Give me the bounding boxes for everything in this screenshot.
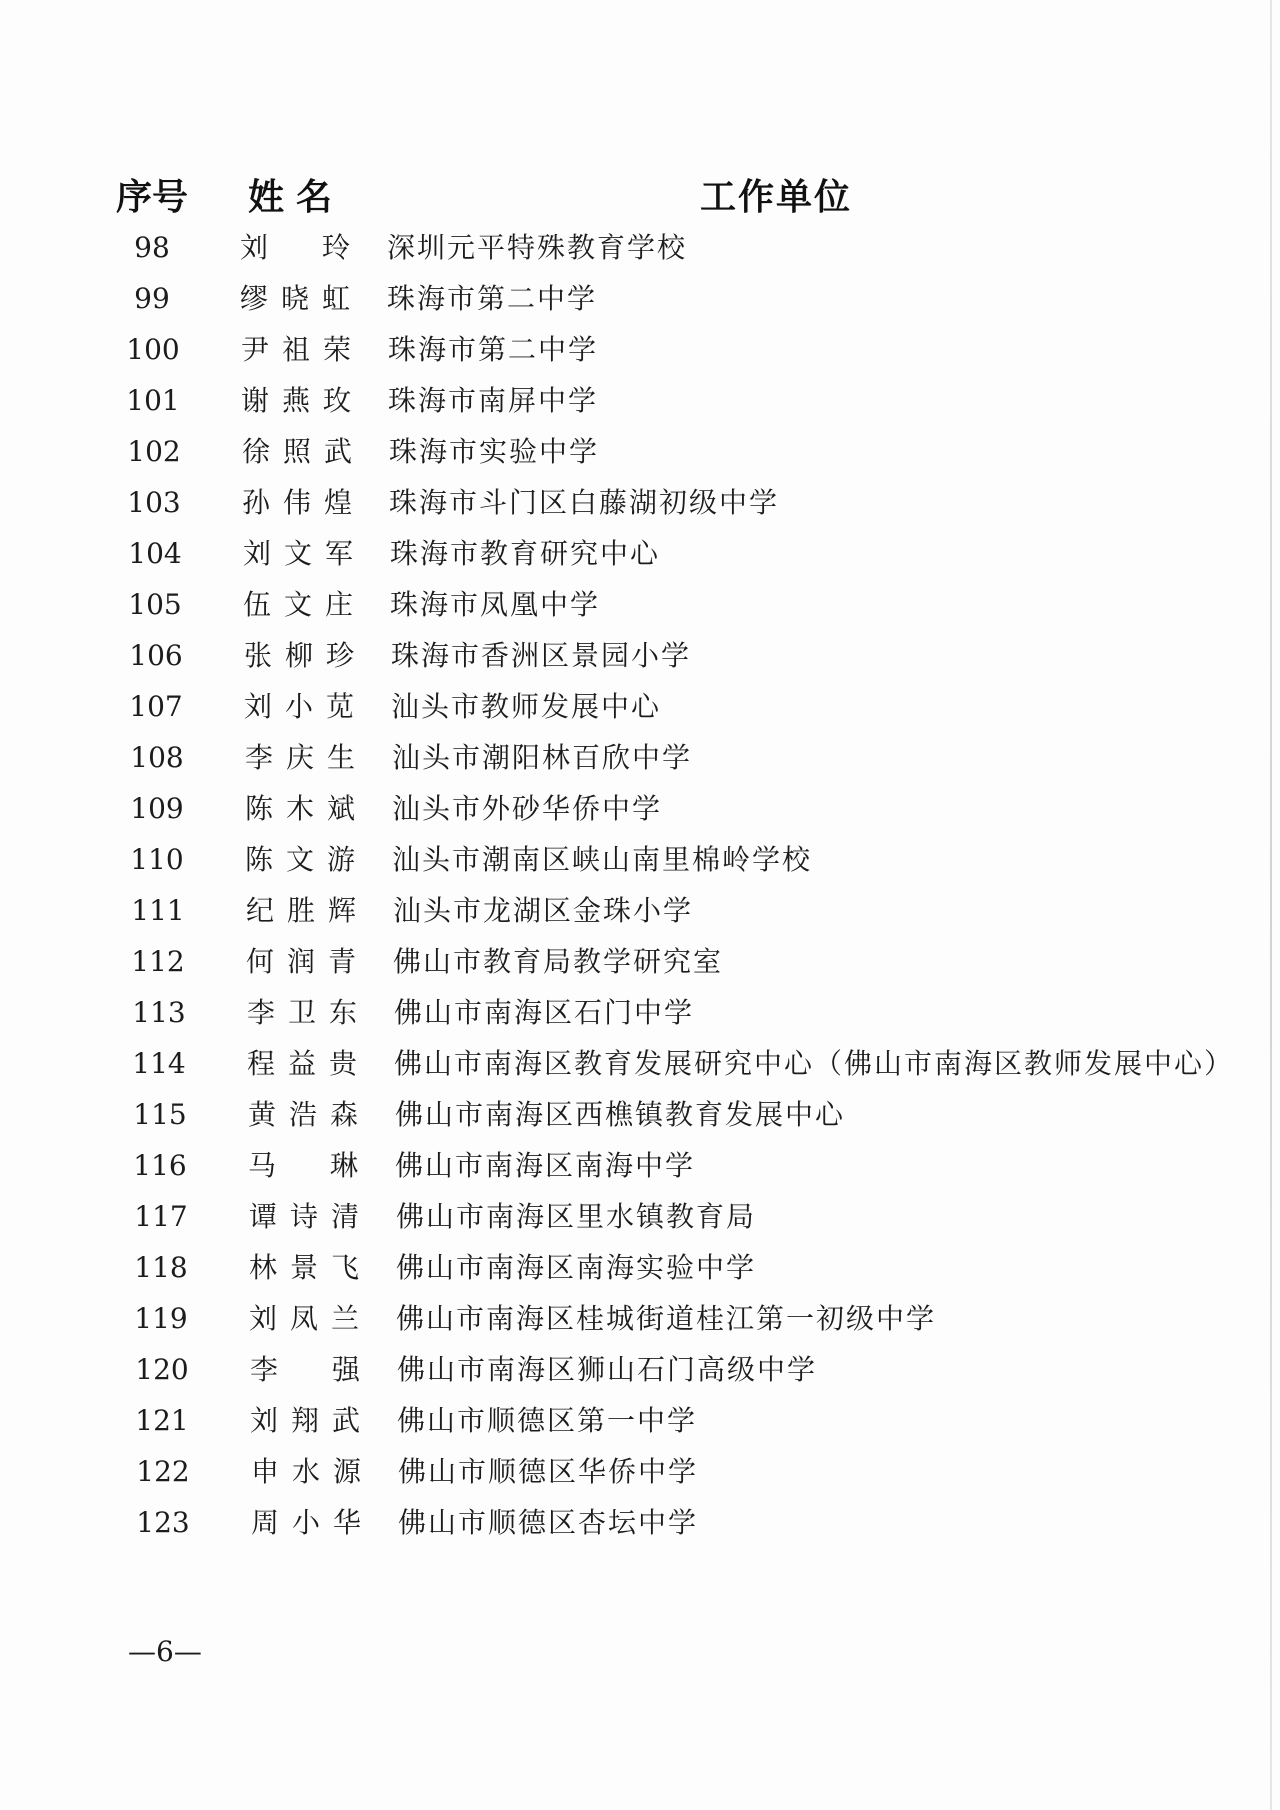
table-row — [0, 1140, 1280, 1191]
row-seq: 116 — [133, 1149, 187, 1182]
table-row — [0, 477, 1280, 528]
table-row — [0, 681, 1280, 732]
row-unit: 汕头市龙湖区金珠小学 — [393, 894, 694, 927]
row-unit: 佛山市南海区里水镇教育局 — [396, 1200, 757, 1233]
table-row — [0, 1497, 1280, 1548]
row-name: 陈木斌 — [245, 792, 355, 825]
row-seq: 121 — [135, 1404, 189, 1437]
row-name: 陈文游 — [245, 843, 355, 876]
row-unit: 佛山市南海区石门中学 — [394, 996, 695, 1029]
row-seq: 120 — [135, 1353, 189, 1386]
table-row — [0, 1191, 1280, 1242]
row-seq: 105 — [128, 588, 182, 621]
table-row — [0, 885, 1280, 936]
row-unit: 珠海市香洲区景园小学 — [391, 639, 692, 672]
table-row — [0, 834, 1280, 885]
table-header — [0, 170, 1280, 226]
row-seq: 109 — [130, 792, 184, 825]
table-row — [0, 732, 1280, 783]
row-unit: 佛山市南海区桂城街道桂江第一初级中学 — [396, 1302, 937, 1335]
row-unit: 珠海市南屏中学 — [388, 384, 599, 417]
row-name: 申水源 — [251, 1455, 361, 1488]
header-name: 姓名 — [248, 177, 345, 218]
row-seq: 117 — [134, 1200, 188, 1233]
row-seq: 110 — [130, 843, 184, 876]
row-unit: 佛山市顺德区华侨中学 — [398, 1455, 699, 1488]
header-seq: 序号 — [116, 177, 189, 218]
table-row — [0, 630, 1280, 681]
row-unit: 珠海市第二中学 — [387, 282, 598, 315]
table-row — [0, 936, 1280, 987]
table-row — [0, 426, 1280, 477]
row-unit: 珠海市斗门区白藤湖初级中学 — [389, 486, 780, 519]
row-name: 李庆生 — [245, 741, 355, 774]
table-row — [0, 783, 1280, 834]
row-name: 程益贵 — [247, 1047, 357, 1080]
row-seq: 104 — [128, 537, 182, 570]
row-unit: 珠海市第二中学 — [388, 333, 599, 366]
staff-list — [0, 222, 1280, 1548]
row-unit: 佛山市顺德区杏坛中学 — [398, 1506, 699, 1539]
table-row — [0, 1242, 1280, 1293]
row-name: 林景飞 — [249, 1251, 359, 1284]
row-unit: 汕头市潮南区峡山南里棉岭学校 — [392, 843, 813, 876]
row-unit: 佛山市南海区南海中学 — [395, 1149, 696, 1182]
row-seq: 118 — [134, 1251, 188, 1284]
row-seq: 106 — [129, 639, 183, 672]
row-unit: 佛山市顺德区第一中学 — [397, 1404, 698, 1437]
row-unit: 佛山市南海区教育发展研究中心（佛山市南海区教师发展中心） — [394, 1047, 1235, 1080]
row-name: 尹祖荣 — [241, 333, 351, 366]
row-seq: 112 — [131, 945, 185, 978]
table-row — [0, 222, 1280, 273]
row-seq: 111 — [131, 894, 185, 927]
row-name: 刘翔武 — [250, 1404, 360, 1437]
row-unit: 珠海市实验中学 — [389, 435, 600, 468]
table-row — [0, 375, 1280, 426]
row-name: 马琳 — [248, 1149, 358, 1182]
row-seq: 103 — [127, 486, 181, 519]
row-name: 刘玲 — [240, 231, 350, 264]
row-unit: 佛山市南海区狮山石门高级中学 — [397, 1353, 818, 1386]
row-name: 刘凤兰 — [249, 1302, 359, 1335]
row-name: 何润青 — [246, 945, 356, 978]
row-seq: 108 — [130, 741, 184, 774]
row-unit: 汕头市外砂华侨中学 — [392, 792, 663, 825]
row-unit: 深圳元平特殊教育学校 — [387, 231, 688, 264]
table-row — [0, 273, 1280, 324]
row-unit: 汕头市教师发展中心 — [391, 690, 662, 723]
row-name: 纪胜辉 — [246, 894, 356, 927]
row-unit: 珠海市凤凰中学 — [390, 588, 601, 621]
table-row — [0, 528, 1280, 579]
table-row — [0, 1395, 1280, 1446]
row-seq: 101 — [126, 384, 180, 417]
row-seq: 102 — [127, 435, 181, 468]
row-seq: 107 — [129, 690, 183, 723]
header-unit: 工作单位 — [700, 177, 853, 218]
table-row — [0, 1344, 1280, 1395]
row-name: 周小华 — [251, 1506, 361, 1539]
row-name: 缪晓虹 — [240, 282, 350, 315]
row-name: 刘文军 — [243, 537, 353, 570]
row-name: 黄浩森 — [248, 1098, 358, 1131]
table-row — [0, 1293, 1280, 1344]
row-seq: 119 — [134, 1302, 188, 1335]
row-seq: 115 — [133, 1098, 187, 1131]
row-seq: 98 — [134, 231, 170, 264]
row-seq: 114 — [132, 1047, 186, 1080]
row-seq: 99 — [134, 282, 170, 315]
table-row — [0, 987, 1280, 1038]
row-name: 伍文庄 — [243, 588, 353, 621]
row-seq: 123 — [136, 1506, 190, 1539]
table-row — [0, 579, 1280, 630]
row-name: 徐照武 — [242, 435, 352, 468]
row-name: 李强 — [250, 1353, 360, 1386]
row-unit: 珠海市教育研究中心 — [390, 537, 661, 570]
row-unit: 佛山市南海区南海实验中学 — [396, 1251, 757, 1284]
row-unit: 佛山市教育局教学研究室 — [393, 945, 724, 978]
row-unit: 汕头市潮阳林百欣中学 — [392, 741, 693, 774]
row-seq: 122 — [136, 1455, 190, 1488]
row-name: 孙伟煌 — [242, 486, 352, 519]
table-row — [0, 1038, 1280, 1089]
row-unit: 佛山市南海区西樵镇教育发展中心 — [395, 1098, 846, 1131]
row-name: 刘小苋 — [244, 690, 354, 723]
row-name: 谭诗清 — [249, 1200, 359, 1233]
row-name: 李卫东 — [247, 996, 357, 1029]
row-name: 谢燕玫 — [241, 384, 351, 417]
page-number: —6— — [128, 1635, 202, 1668]
row-seq: 113 — [132, 996, 186, 1029]
table-row — [0, 324, 1280, 375]
row-name: 张柳珍 — [244, 639, 354, 672]
row-seq: 100 — [126, 333, 180, 366]
table-row — [0, 1446, 1280, 1497]
table-row — [0, 1089, 1280, 1140]
